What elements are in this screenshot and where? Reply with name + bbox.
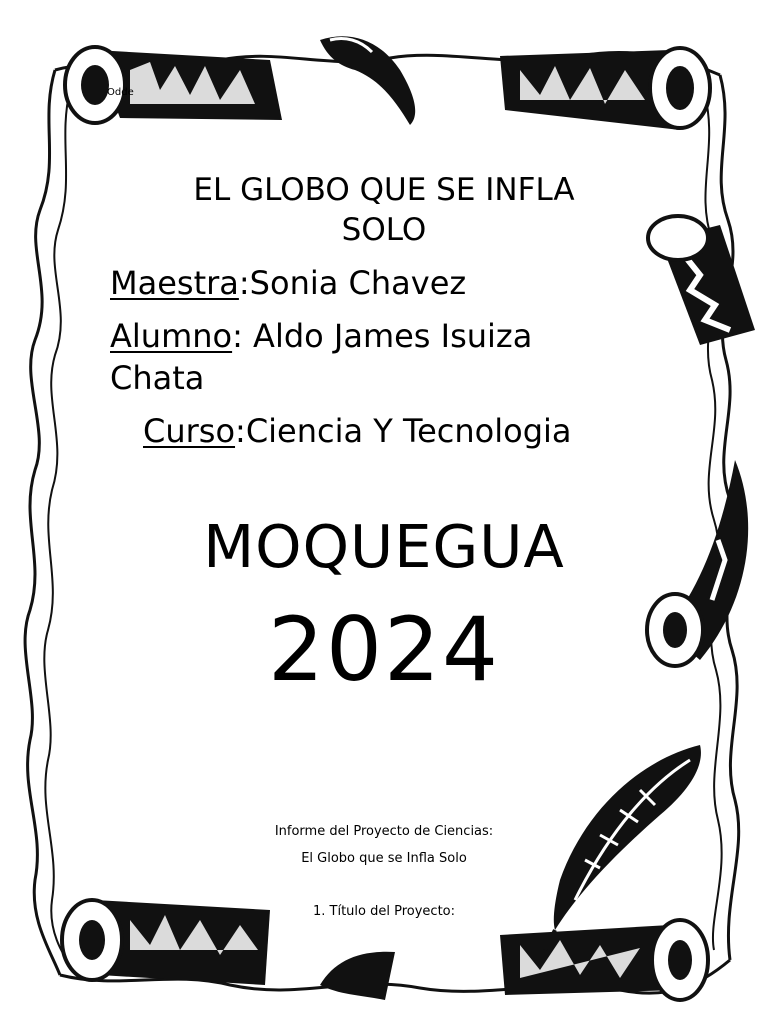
student-name-line2: Chata	[110, 359, 205, 397]
student-label: Alumno	[110, 317, 233, 355]
document-title	[0, 170, 768, 250]
scroll-top-left	[65, 47, 282, 123]
report-subtitle: El Globo que se Infla Solo	[301, 851, 467, 866]
city-name: MOQUEGUA	[203, 512, 565, 581]
title-line-1: EL GLOBO QUE SE INFLA	[193, 172, 575, 208]
year: 2024	[268, 598, 500, 701]
course-name: :Ciencia Y Tecnologia	[235, 412, 572, 450]
teacher-line	[110, 262, 466, 304]
course-label: Curso	[143, 412, 236, 450]
student-name: : Aldo James Isuiza	[232, 317, 533, 355]
scroll-top-right	[500, 48, 710, 130]
teacher-label: Maestra	[110, 264, 239, 302]
scroll-bottom-right	[500, 920, 708, 1000]
course-line	[143, 410, 572, 452]
title-line-2: SOLO	[341, 212, 427, 248]
corner-text: Odde	[107, 87, 134, 98]
section-1-heading: 1. Título del Proyecto:	[312, 904, 455, 919]
report-heading: Informe del Proyecto de Ciencias:	[274, 824, 494, 839]
teacher-name: :Sonia Chavez	[238, 264, 467, 302]
student-line	[110, 315, 532, 357]
